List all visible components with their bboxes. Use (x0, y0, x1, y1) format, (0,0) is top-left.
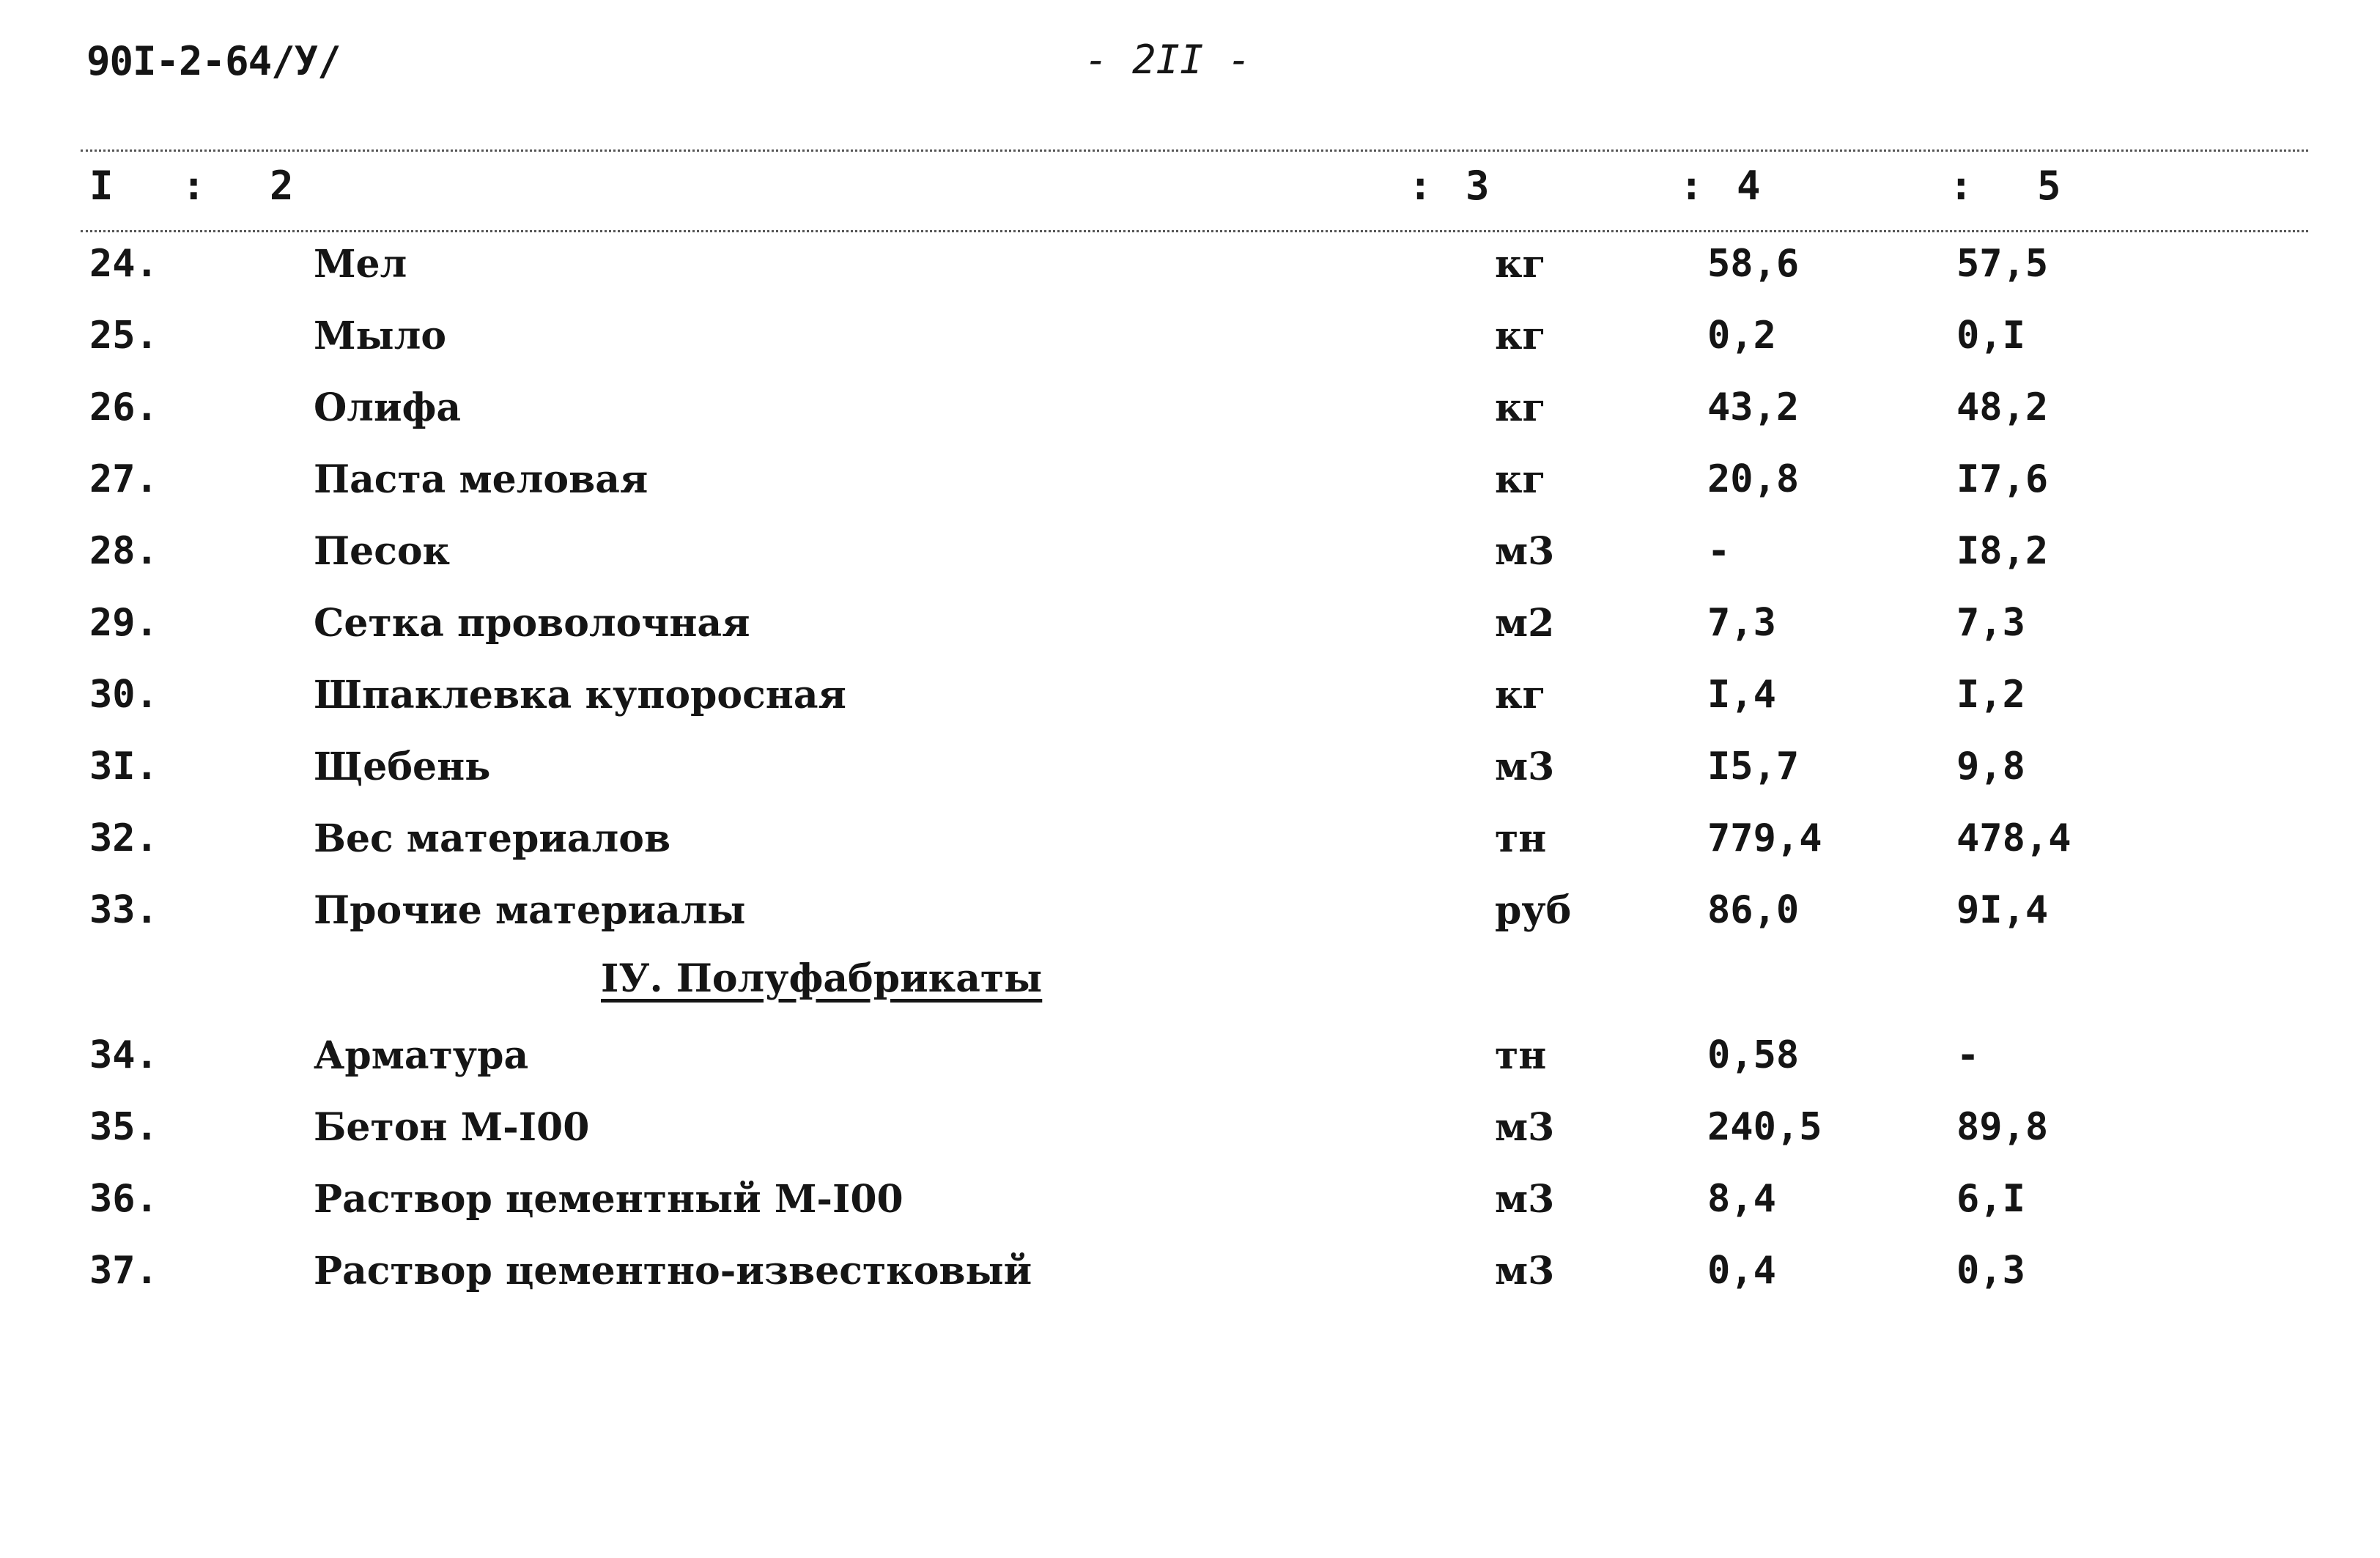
item-name: Мыло (314, 314, 447, 358)
column-header-1: I (89, 163, 114, 209)
table-row (0, 816, 2380, 875)
value-col4: 20,8 (1707, 457, 1800, 501)
value-col4: 43,2 (1707, 385, 1800, 429)
table-row (0, 314, 2380, 372)
item-name: Раствор цементный М-I00 (314, 1177, 903, 1222)
table-row (0, 888, 2380, 947)
unit: кг (1495, 385, 1546, 430)
table-row (0, 1033, 2380, 1092)
value-col5: 89,8 (1956, 1105, 2049, 1149)
column-header-4: 4 (1737, 163, 1761, 209)
column-separator: : (182, 163, 206, 209)
table-row (0, 601, 2380, 660)
row-number: 27. (89, 457, 158, 501)
value-col4: 7,3 (1707, 601, 1776, 645)
unit: тн (1495, 1033, 1547, 1078)
value-col5: 9,8 (1956, 745, 2025, 789)
unit: м3 (1495, 745, 1555, 789)
row-number: 29. (89, 601, 158, 645)
table-top-rule (81, 149, 2308, 152)
table-row (0, 529, 2380, 588)
table-row (0, 1177, 2380, 1236)
value-col4: 0,58 (1707, 1033, 1800, 1077)
column-separator: : (1679, 163, 1704, 209)
value-col5: 7,3 (1956, 601, 2025, 645)
value-col4: I5,7 (1707, 745, 1800, 789)
column-header-2: 2 (270, 163, 294, 209)
item-name: Бетон М-I00 (314, 1105, 590, 1150)
value-col5: 0,3 (1956, 1249, 2025, 1293)
table-row (0, 745, 2380, 803)
value-col5: 9I,4 (1956, 888, 2049, 932)
value-col4: 779,4 (1707, 816, 1822, 860)
row-number: 33. (89, 888, 158, 932)
item-name: Раствор цементно-известковый (314, 1249, 1032, 1293)
value-col4: 58,6 (1707, 242, 1800, 286)
item-name: Прочие материалы (314, 888, 746, 933)
table-header-rule (81, 230, 2308, 232)
value-col5: - (1956, 1033, 1980, 1077)
table-row (0, 673, 2380, 731)
unit: кг (1495, 242, 1546, 287)
column-header-3: 3 (1466, 163, 1490, 209)
row-number: 28. (89, 529, 158, 573)
row-number: 30. (89, 673, 158, 717)
unit: м3 (1495, 1105, 1555, 1150)
section-heading: IУ. Полуфабрикаты (601, 956, 1043, 1001)
value-col5: 6,I (1956, 1177, 2025, 1221)
value-col4: 86,0 (1707, 888, 1800, 932)
table-row (0, 457, 2380, 516)
item-name: Щебень (314, 745, 491, 789)
row-number: 24. (89, 242, 158, 286)
table-row (0, 385, 2380, 444)
value-col4: - (1707, 529, 1731, 573)
item-name: Мел (314, 242, 407, 287)
unit: кг (1495, 673, 1546, 717)
item-name: Паста меловая (314, 457, 648, 502)
value-col4: 0,2 (1707, 314, 1776, 358)
value-col5: 478,4 (1956, 816, 2072, 860)
unit: кг (1495, 457, 1546, 502)
value-col4: 0,4 (1707, 1249, 1776, 1293)
page-number: - 2II - (1084, 37, 1252, 83)
unit: м3 (1495, 1249, 1555, 1293)
unit: руб (1495, 888, 1572, 933)
value-col5: I8,2 (1956, 529, 2049, 573)
row-number: 25. (89, 314, 158, 358)
unit: м2 (1495, 601, 1555, 646)
item-name: Арматура (314, 1033, 529, 1078)
value-col4: 240,5 (1707, 1105, 1822, 1149)
unit: м3 (1495, 1177, 1555, 1222)
row-number: 34. (89, 1033, 158, 1077)
value-col5: 48,2 (1956, 385, 2049, 429)
row-number: 26. (89, 385, 158, 429)
unit: тн (1495, 816, 1547, 861)
table-row (0, 1249, 2380, 1307)
row-number: 37. (89, 1249, 158, 1293)
item-name: Шпаклевка купоросная (314, 673, 846, 717)
row-number: 32. (89, 816, 158, 860)
column-separator: : (1949, 163, 1973, 209)
value-col5: 57,5 (1956, 242, 2049, 286)
unit: кг (1495, 314, 1546, 358)
document-code: 90I-2-64/У/ (86, 38, 341, 84)
table-row (0, 1105, 2380, 1164)
item-name: Песок (314, 529, 451, 574)
value-col5: I,2 (1956, 673, 2025, 717)
value-col4: I,4 (1707, 673, 1776, 717)
item-name: Вес материалов (314, 816, 671, 861)
row-number: 3I. (89, 745, 158, 789)
table-row (0, 242, 2380, 300)
row-number: 36. (89, 1177, 158, 1221)
row-number: 35. (89, 1105, 158, 1149)
value-col5: 0,I (1956, 314, 2025, 358)
column-header-5: 5 (2037, 163, 2061, 209)
unit: м3 (1495, 529, 1555, 574)
column-separator: : (1408, 163, 1433, 209)
value-col5: I7,6 (1956, 457, 2049, 501)
item-name: Олифа (314, 385, 462, 430)
value-col4: 8,4 (1707, 1177, 1776, 1221)
item-name: Сетка проволочная (314, 601, 750, 646)
